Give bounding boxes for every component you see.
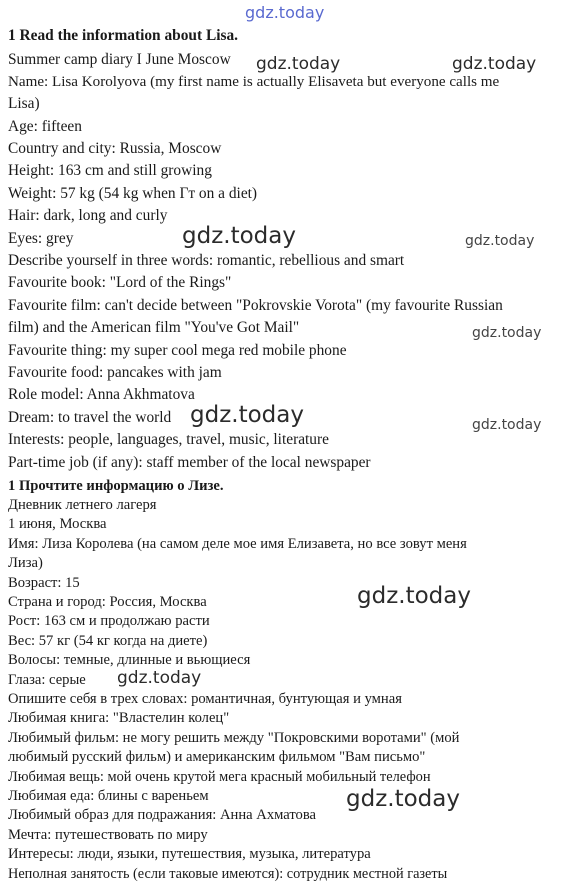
watermark: gdz.today xyxy=(472,325,542,341)
text-line: Любимый образ для подражания: Анна Ахматова xyxy=(8,807,317,823)
text-line: Part-time job (if any): staff member of the local newspaper xyxy=(8,454,371,471)
text-line: Рост: 163 см и продолжаю расти xyxy=(8,613,210,629)
text-line: Favourite book: "Lord of the Rings" xyxy=(8,274,232,291)
text-line: Лиза) xyxy=(8,555,43,571)
watermark: gdz.today xyxy=(190,402,304,428)
text-line: Age: fifteen xyxy=(8,118,82,135)
text-line: Eyes: grey xyxy=(8,230,74,247)
text-line: Возраст: 15 xyxy=(8,575,80,591)
text-line: Волосы: темные, длинные и вьющиеся xyxy=(8,652,251,668)
watermark: gdz.today xyxy=(117,668,202,688)
text-line: Опишите себя в трех словах: романтичная, бунтующая и умная xyxy=(8,691,402,707)
watermark: gdz.today xyxy=(182,223,296,249)
text-line: Глаза: серые xyxy=(8,672,86,688)
watermark: gdz.today xyxy=(472,417,542,433)
text-line: Country and city: Russia, Moscow xyxy=(8,140,222,157)
text-line: Вес: 57 кг (54 кг когда на диете) xyxy=(8,633,208,649)
text-line: Favourite food: pancakes with jam xyxy=(8,364,222,381)
russian-heading: 1 Прочтите информацию о Лизе. xyxy=(8,478,224,494)
watermark: gdz.today xyxy=(452,54,537,74)
text-line: Role model: Anna Akhmatova xyxy=(8,386,195,403)
watermark: gdz.today xyxy=(357,583,471,609)
text-line: Мечта: путешествовать по миру xyxy=(8,827,208,843)
text-line: Страна и город: Россия, Москва xyxy=(8,594,207,610)
text-line: Favourite thing: my super cool mega red mobile phone xyxy=(8,342,347,359)
text-line: любимый русский фильм) и американским фильмом "Вам письмо" xyxy=(8,749,426,765)
text-line: Дневник летнего лагеря xyxy=(8,497,157,513)
text-line: Имя: Лиза Королева (на самом деле мое имя Елизавета, но все зовут меня xyxy=(8,536,467,552)
text-line: Hair: dark, long and curly xyxy=(8,207,168,224)
text-line: Height: 163 cm and still growing xyxy=(8,162,212,179)
text-line: film) and the American film "You've Got Mail" xyxy=(8,319,300,336)
text-line: Describe yourself in three words: romantic, rebellious and smart xyxy=(8,252,405,269)
text-line: Weight: 57 kg (54 kg when Гт on a diet) xyxy=(8,185,258,202)
text-line: Interests: people, languages, travel, music, literature xyxy=(8,431,329,448)
text-line: 1 июня, Москва xyxy=(8,516,107,532)
text-line: Интересы: люди, языки, путешествия, музыка, литература xyxy=(8,846,371,862)
text-line: Неполная занятость (если таковые имеются): сотрудник местной газеты xyxy=(8,866,448,882)
text-line: Favourite film: can't decide between "Pokrovskie Vorota" (my favourite Russian xyxy=(8,297,503,314)
english-heading: 1 Read the information about Lisa. xyxy=(8,27,239,44)
text-line: Name: Lisa Korolyova (my first name is actually Elisaveta but everyone calls me xyxy=(8,74,500,90)
text-line: Любимая еда: блины с вареньем xyxy=(8,788,209,804)
watermark: gdz.today xyxy=(465,233,535,249)
text-line: Summer camp diary I June Moscow xyxy=(8,51,231,68)
watermark: gdz.today xyxy=(245,3,325,22)
watermark: gdz.today xyxy=(346,786,460,812)
text-line: Любимая книга: "Властелин колец" xyxy=(8,710,230,726)
text-line: Dream: to travel the world xyxy=(8,409,172,426)
watermark: gdz.today xyxy=(256,54,341,74)
text-line: Любимая вещь: мой очень крутой мега красный мобильный телефон xyxy=(8,769,431,785)
text-line: Любимый фильм: не могу решить между "Покровскими воротами" (мой xyxy=(8,730,460,746)
text-line: Lisa) xyxy=(8,95,40,112)
